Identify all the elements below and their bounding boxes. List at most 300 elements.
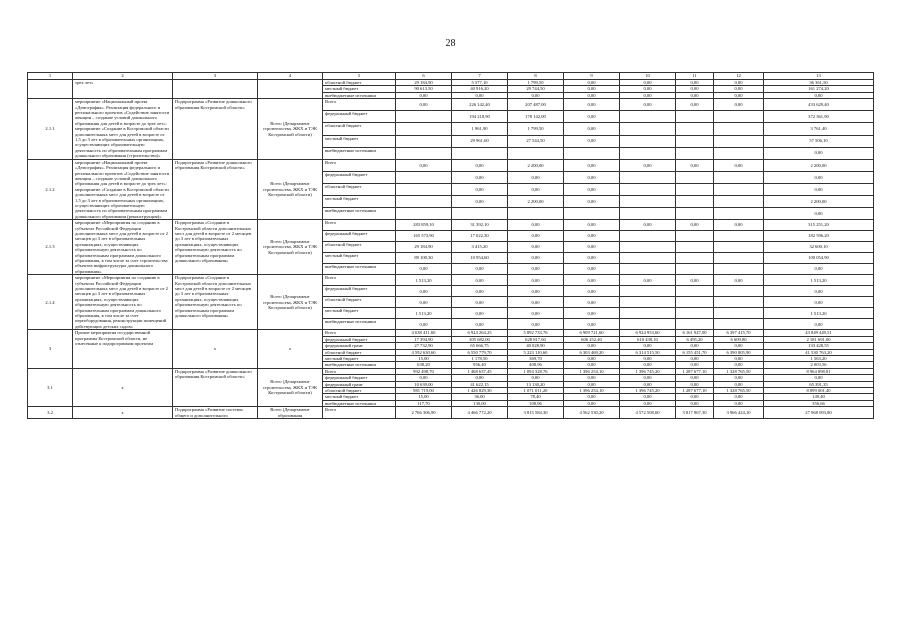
funding-source: внебюджетные источники: [323, 362, 396, 368]
amount-cell: [714, 286, 764, 297]
amount-cell: [676, 231, 714, 242]
funding-source: федеральный бюджет: [323, 231, 396, 242]
amount-cell: [714, 208, 764, 220]
amount-cell: 981 719,00: [396, 387, 452, 393]
amount-cell: [676, 286, 714, 297]
executor-name: [258, 80, 323, 99]
amount-cell: 0,00: [764, 183, 874, 195]
amount-cell: 0,00: [620, 86, 676, 92]
amount-cell: 0,00: [676, 400, 714, 406]
column-number: 10: [620, 73, 676, 80]
amount-cell: 0,00: [564, 123, 620, 135]
item-name: мероприятие «Мероприятия по созданию в субъектах Российской Федерации дополнительных мест для детей в возрасте от 2 месяцев до 3 лет в образовательных организациях, осуществляющих образовательную деятельность по образовательным программам дошкольного образования, в том числе за счет строительства объектов инфраструктуры дошкольного образования»: [73, 220, 173, 275]
amount-cell: [714, 308, 764, 319]
amount-cell: 0,00: [676, 220, 714, 231]
amount-cell: 5 377,10: [452, 80, 508, 86]
amount-cell: 41 622,15: [452, 381, 508, 387]
amount-cell: [714, 297, 764, 308]
amount-cell: [714, 111, 764, 123]
amount-cell: 0,00: [508, 308, 564, 319]
amount-cell: 3 415,20: [452, 242, 508, 253]
amount-cell: 0,00: [508, 286, 564, 297]
amount-cell: 0,00: [396, 159, 452, 171]
item-number: 2.1.4: [28, 275, 73, 330]
amount-cell: 0,00: [564, 135, 620, 147]
funding-source: федеральный бюджет: [323, 286, 396, 297]
program-name: Подпрограмма «Создание в Костромской области дополнительных мест для детей в возрасте от 2 месяцев до 3 лет в образовательных организациях, осуществляющих образовательную деятельность по образовательным программам дошкольного образования»: [173, 220, 258, 275]
amount-cell: 0,00: [714, 99, 764, 111]
amount-cell: 0,00: [620, 80, 676, 86]
amount-cell: 0,00: [452, 92, 508, 98]
amount-cell: 1 396 745,20: [620, 387, 676, 393]
table-row: [28, 275, 874, 286]
item-name: х: [73, 368, 173, 406]
amount-cell: [508, 147, 564, 159]
amount-cell: 0,00: [714, 159, 764, 171]
amount-cell: 0,00: [714, 80, 764, 86]
amount-cell: 15,00: [396, 355, 452, 361]
amount-cell: 1 396 254,10: [564, 368, 620, 374]
amount-cell: [676, 208, 714, 220]
funding-source: федеральный бюджет: [323, 336, 396, 342]
amount-cell: 0,00: [564, 381, 620, 387]
amount-cell: 0,00: [676, 80, 714, 86]
amount-cell: 315 251,20: [764, 220, 874, 231]
amount-cell: 0,00: [714, 355, 764, 361]
amount-cell: 0,00: [676, 275, 714, 286]
amount-cell: 0,00: [714, 362, 764, 368]
amount-cell: 0,00: [452, 195, 508, 207]
amount-cell: 161 274,20: [764, 86, 874, 92]
funding-source: федеральный бюджет: [323, 171, 396, 183]
amount-cell: [452, 208, 508, 220]
amount-cell: 57 506,10: [764, 135, 874, 147]
amount-cell: 0,00: [508, 92, 564, 98]
amount-cell: [714, 231, 764, 242]
amount-cell: 65 391,35: [764, 381, 874, 387]
program-name: [173, 80, 258, 99]
amount-cell: 1 513,20: [396, 275, 452, 286]
amount-cell: [620, 264, 676, 275]
funding-source: областной бюджет: [323, 183, 396, 195]
amount-cell: 0,00: [396, 297, 452, 308]
funding-source: местный бюджет: [323, 355, 396, 361]
table-row: [28, 407, 874, 419]
amount-cell: [714, 171, 764, 183]
amount-cell: 0,00: [564, 159, 620, 171]
funding-source: местный бюджет: [323, 86, 396, 92]
amount-cell: 1 328 765,50: [714, 368, 764, 374]
funding-source: внебюджетные источники: [323, 400, 396, 406]
amount-cell: 0,00: [620, 159, 676, 171]
amount-cell: 0,00: [396, 92, 452, 98]
amount-cell: 29 961,60: [452, 135, 508, 147]
amount-cell: 10 954,60: [452, 253, 508, 264]
amount-cell: 0,00: [564, 220, 620, 231]
amount-cell: 2 200,00: [508, 195, 564, 207]
amount-cell: 0,00: [714, 381, 764, 387]
amount-cell: 0,00: [564, 297, 620, 308]
amount-cell: 41 530 763,20: [764, 349, 874, 355]
amount-cell: 8 964 898,81: [764, 368, 874, 374]
amount-cell: 628 817,60: [508, 336, 564, 342]
amount-cell: 0,00: [764, 171, 874, 183]
amount-cell: 0,00: [714, 86, 764, 92]
amount-cell: 0,00: [564, 362, 620, 368]
amount-cell: 0,00: [508, 220, 564, 231]
amount-cell: 0,00: [564, 80, 620, 86]
amount-cell: 0,00: [564, 286, 620, 297]
amount-cell: [676, 297, 714, 308]
amount-cell: [620, 123, 676, 135]
amount-cell: 4 638 411,60: [396, 330, 452, 336]
amount-cell: 13 130,20: [508, 381, 564, 387]
amount-cell: 0,00: [764, 264, 874, 275]
amount-cell: 165 573,90: [396, 231, 452, 242]
amount-cell: 4 592 630,60: [396, 349, 452, 355]
amount-cell: 3 817 967,30: [676, 407, 714, 419]
funding-source: областной бюджет: [323, 80, 396, 86]
item-name: мероприятие «Национальный проект «Демография». Реализация федерального и регионального проектов «Содействие занятости женщин – создание условий дошкольного образования для детей в возрасте до трех лет»: мероприятие «Создание в Костромской области дополнительных мест для детей в возрасте от 1,5 до 3 лет в образовательных организациях, осуществляющих образовательную деятельность по образовательным программам дошкольного образования (строительство)»: [73, 99, 173, 159]
amount-cell: 4 572 508,60: [620, 407, 676, 419]
column-number: 11: [676, 73, 714, 80]
amount-cell: 0,00: [564, 183, 620, 195]
item-name: мероприятие «Мероприятия по созданию в субъектах Российской Федерации дополнительных мест для детей в возрасте от 2 месяцев до 3 лет в образовательных организациях, осуществляющих образовательную деятельность по образовательным программам дошкольного образования, в том числе за счет переоборудования, реконструкции помещений действующих детских садов»: [73, 275, 173, 330]
amount-cell: 0,00: [564, 86, 620, 92]
column-number: 7: [452, 73, 508, 80]
amount-cell: 0,00: [452, 171, 508, 183]
funding-source: местный бюджет: [323, 308, 396, 319]
amount-cell: [620, 319, 676, 330]
funding-source: областной бюджет: [323, 349, 396, 355]
amount-cell: 0,00: [764, 286, 874, 297]
amount-cell: [714, 195, 764, 207]
amount-cell: 0,00: [564, 394, 620, 400]
amount-cell: [676, 242, 714, 253]
funding-source: внебюджетные источники: [323, 92, 396, 98]
amount-cell: 0,00: [452, 297, 508, 308]
amount-cell: [620, 135, 676, 147]
amount-cell: 1 328 765,50: [714, 387, 764, 393]
amount-cell: [676, 319, 714, 330]
column-number: 5: [323, 73, 396, 80]
amount-cell: 133 428,55: [764, 343, 874, 349]
amount-cell: 0,00: [676, 343, 714, 349]
amount-cell: 0,00: [452, 159, 508, 171]
item-name: мероприятие «Национальный проект «Демография». Реализация федерального и регионального проектов «Содействие занятости женщин – создание условий дошкольного образования для детей в возрасте до трех лет»: мероприятие «Создание в Костромской области дополнительных мест для детей в возрасте от 1,5 до 3 лет в образовательных организациях, осуществляющих образовательную деятельность по образовательным программам дошкольного образования (реконструкция)»: [73, 159, 173, 219]
funding-source: Всего: [323, 99, 396, 111]
amount-cell: 1 426 829,30: [452, 387, 508, 393]
amount-cell: 8 899 001,40: [764, 387, 874, 393]
amount-cell: 0,00: [564, 171, 620, 183]
executor-name: Всего (Департамент строительства, ЖКХ и ТЭК Костромской области): [258, 99, 323, 159]
amount-cell: [620, 308, 676, 319]
amount-cell: 0,00: [564, 308, 620, 319]
amount-cell: 0,00: [764, 208, 874, 220]
amount-cell: 1 468 637,45: [452, 368, 508, 374]
funding-source: областной бюджет: [323, 123, 396, 135]
amount-cell: 0,00: [620, 92, 676, 98]
amount-cell: 0,00: [508, 319, 564, 330]
amount-cell: 0,00: [508, 171, 564, 183]
funding-source: внебюджетные источники: [323, 208, 396, 220]
amount-cell: 0,00: [396, 375, 452, 381]
amount-cell: 194 218,90: [452, 111, 508, 123]
amount-cell: 0,00: [714, 220, 764, 231]
item-number: 2.1.3: [28, 220, 73, 275]
amount-cell: [676, 195, 714, 207]
amount-cell: 0,00: [452, 264, 508, 275]
amount-cell: 149,40: [764, 394, 874, 400]
amount-cell: 1 396 745,20: [620, 368, 676, 374]
amount-cell: 0,00: [620, 343, 676, 349]
amount-cell: 3 815 584,30: [508, 407, 564, 419]
amount-cell: 3 966 424,10: [714, 407, 764, 419]
amount-cell: 27 544,50: [508, 135, 564, 147]
executor-name: х: [258, 330, 323, 368]
column-number: 9: [564, 73, 620, 80]
amount-cell: 0,00: [452, 308, 508, 319]
amount-cell: 6 609,80: [714, 336, 764, 342]
amount-cell: 0,00: [508, 253, 564, 264]
amount-cell: 27 732,90: [396, 343, 452, 349]
amount-cell: 0,00: [714, 400, 764, 406]
amount-cell: 6 161 947,00: [676, 330, 714, 336]
amount-cell: 433 629,40: [764, 99, 874, 111]
amount-cell: 65 666,75: [452, 343, 508, 349]
amount-cell: [714, 253, 764, 264]
amount-cell: 0,00: [676, 355, 714, 361]
table-row: [28, 99, 874, 111]
amount-cell: 0,00: [620, 400, 676, 406]
amount-cell: 2 200,00: [764, 195, 874, 207]
amount-cell: 4 466 772,20: [452, 407, 508, 419]
funding-source: федеральный бюджет: [323, 111, 396, 123]
amount-cell: [620, 111, 676, 123]
amount-cell: 0,00: [564, 319, 620, 330]
amount-cell: 2 181 691,00: [764, 336, 874, 342]
amount-cell: 0,00: [564, 375, 620, 381]
amount-cell: 0,00: [676, 86, 714, 92]
column-number: 4: [258, 73, 323, 80]
amount-cell: 0,00: [508, 275, 564, 286]
amount-cell: 29 184,90: [396, 80, 452, 86]
amount-cell: [714, 264, 764, 275]
amount-cell: 6 924 953,60: [620, 330, 676, 336]
amount-cell: [676, 147, 714, 159]
amount-cell: 0,00: [564, 92, 620, 98]
funding-source: областной бюджет: [323, 242, 396, 253]
amount-cell: 27 968 093,80: [764, 407, 874, 419]
program-name: Подпрограмма «Развитие системы общего и дополнительного: [173, 407, 258, 419]
amount-cell: 6 390 805,90: [714, 349, 764, 355]
column-number: 13: [764, 73, 874, 80]
amount-cell: 356,66: [764, 400, 874, 406]
amount-cell: 31 392,10: [452, 220, 508, 231]
amount-cell: 1 513,20: [396, 308, 452, 319]
amount-cell: 0,00: [764, 319, 874, 330]
funding-source: Всего: [323, 220, 396, 231]
amount-cell: [396, 135, 452, 147]
amount-cell: 0,00: [564, 242, 620, 253]
amount-cell: 0,00: [620, 275, 676, 286]
amount-cell: 6 924 264,25: [452, 330, 508, 336]
amount-cell: 1 094 328,76: [508, 368, 564, 374]
amount-cell: 0,00: [564, 275, 620, 286]
amount-cell: [620, 297, 676, 308]
funding-source: областной бюджет: [323, 297, 396, 308]
amount-cell: 610 438,10: [620, 336, 676, 342]
item-number: 2.1.1: [28, 99, 73, 159]
amount-cell: 1 513,20: [764, 308, 874, 319]
amount-cell: 0,00: [764, 147, 874, 159]
amount-cell: 78,40: [508, 394, 564, 400]
amount-cell: 0,00: [452, 319, 508, 330]
item-name: трех лет»: [73, 80, 173, 99]
amount-cell: 6 314 515,50: [620, 349, 676, 355]
amount-cell: [714, 147, 764, 159]
amount-cell: [714, 135, 764, 147]
amount-cell: [676, 264, 714, 275]
amount-cell: 0,00: [564, 195, 620, 207]
amount-cell: 0,00: [676, 394, 714, 400]
amount-cell: 0,00: [714, 275, 764, 286]
budget-table: [27, 72, 874, 419]
amount-cell: [714, 183, 764, 195]
funding-source: областной бюджет: [323, 387, 396, 393]
table-row: [28, 220, 874, 231]
table-row: [28, 159, 874, 171]
amount-cell: 283 859,10: [396, 220, 452, 231]
amount-cell: 43 849 449,51: [764, 330, 874, 336]
amount-cell: 0,00: [508, 264, 564, 275]
amount-cell: [396, 171, 452, 183]
amount-cell: 1 287 677,10: [676, 387, 714, 393]
amount-cell: 0,00: [714, 394, 764, 400]
amount-cell: 6 495,20: [676, 336, 714, 342]
amount-cell: 0,00: [676, 92, 714, 98]
amount-cell: 956,40: [452, 362, 508, 368]
amount-cell: 6 909 721,60: [564, 330, 620, 336]
funding-source: внебюджетные источники: [323, 319, 396, 330]
program-name: х: [173, 330, 258, 368]
amount-cell: 0,00: [452, 275, 508, 286]
amount-cell: 0,00: [764, 375, 874, 381]
amount-cell: 6 303 469,20: [564, 349, 620, 355]
column-number: 12: [714, 73, 764, 80]
amount-cell: 0,00: [508, 183, 564, 195]
amount-cell: 0,00: [564, 231, 620, 242]
funding-source: местный бюджет: [323, 195, 396, 207]
amount-cell: [676, 253, 714, 264]
amount-cell: 0,00: [676, 375, 714, 381]
amount-cell: [620, 195, 676, 207]
column-number-row: [28, 73, 874, 80]
amount-cell: 130,00: [452, 400, 508, 406]
amount-cell: 17 394,90: [396, 336, 452, 342]
amount-cell: 10 639,00: [396, 381, 452, 387]
amount-cell: 408,96: [508, 362, 564, 368]
amount-cell: 0,00: [564, 111, 620, 123]
amount-cell: 89 100,30: [396, 253, 452, 264]
amount-cell: [676, 308, 714, 319]
funding-source: Всего: [323, 407, 396, 419]
amount-cell: 369,70: [508, 355, 564, 361]
column-number: 1: [28, 73, 73, 80]
amount-cell: 207 487,00: [508, 99, 564, 111]
amount-cell: [396, 208, 452, 220]
amount-cell: 0,00: [620, 394, 676, 400]
amount-cell: 2 766 306,90: [396, 407, 452, 419]
amount-cell: 90 613,50: [396, 86, 452, 92]
amount-cell: 1 513,20: [764, 275, 874, 286]
amount-cell: 32 600,10: [764, 242, 874, 253]
amount-cell: [620, 171, 676, 183]
program-name: Подпрограмма «Развитие дошкольного образования Костромской области»: [173, 99, 258, 159]
amount-cell: 226 142,40: [452, 99, 508, 111]
amount-cell: [620, 147, 676, 159]
executor-name: Всего (Департамент строительства, ЖКХ и ТЭК Костромской области): [258, 159, 323, 219]
amount-cell: 0,00: [714, 343, 764, 349]
amount-cell: 100 054,90: [764, 253, 874, 264]
column-number: 2: [73, 73, 173, 80]
amount-cell: 0,00: [452, 286, 508, 297]
amount-cell: 178 142,00: [508, 111, 564, 123]
amount-cell: 0,00: [564, 253, 620, 264]
funding-source: Всего: [323, 159, 396, 171]
amount-cell: 4 562 530,20: [564, 407, 620, 419]
amount-cell: [620, 242, 676, 253]
item-name: х: [73, 407, 173, 419]
amount-cell: 0,00: [620, 220, 676, 231]
amount-cell: [714, 242, 764, 253]
amount-cell: 1 799,50: [508, 80, 564, 86]
amount-cell: 117,70: [396, 400, 452, 406]
amount-cell: [620, 231, 676, 242]
item-number: 3.2: [28, 407, 73, 419]
amount-cell: 0,00: [564, 264, 620, 275]
amount-cell: 0,00: [508, 297, 564, 308]
funding-source: местный бюджет: [323, 394, 396, 400]
amount-cell: 0,00: [620, 99, 676, 111]
amount-cell: 0,00: [620, 375, 676, 381]
amount-cell: [396, 111, 452, 123]
amount-cell: 0,00: [676, 381, 714, 387]
amount-cell: 1 178,50: [452, 355, 508, 361]
amount-cell: [676, 123, 714, 135]
amount-cell: 17 022,30: [452, 231, 508, 242]
amount-cell: 6 155 451,70: [676, 349, 714, 355]
amount-cell: [396, 123, 452, 135]
amount-cell: [620, 253, 676, 264]
amount-cell: [676, 111, 714, 123]
amount-cell: 1 961,90: [452, 123, 508, 135]
amount-cell: [676, 135, 714, 147]
amount-cell: [620, 208, 676, 220]
page-number: 28: [445, 38, 456, 49]
amount-cell: 0,00: [564, 355, 620, 361]
amount-cell: 0,00: [764, 297, 874, 308]
amount-cell: 40 028,90: [508, 343, 564, 349]
amount-cell: 0,00: [396, 286, 452, 297]
amount-cell: 0,00: [564, 343, 620, 349]
amount-cell: [396, 195, 452, 207]
amount-cell: [452, 147, 508, 159]
amount-cell: 0,00: [620, 355, 676, 361]
amount-cell: 606 252,40: [564, 336, 620, 342]
amount-cell: 0,00: [564, 400, 620, 406]
amount-cell: 0,00: [508, 375, 564, 381]
